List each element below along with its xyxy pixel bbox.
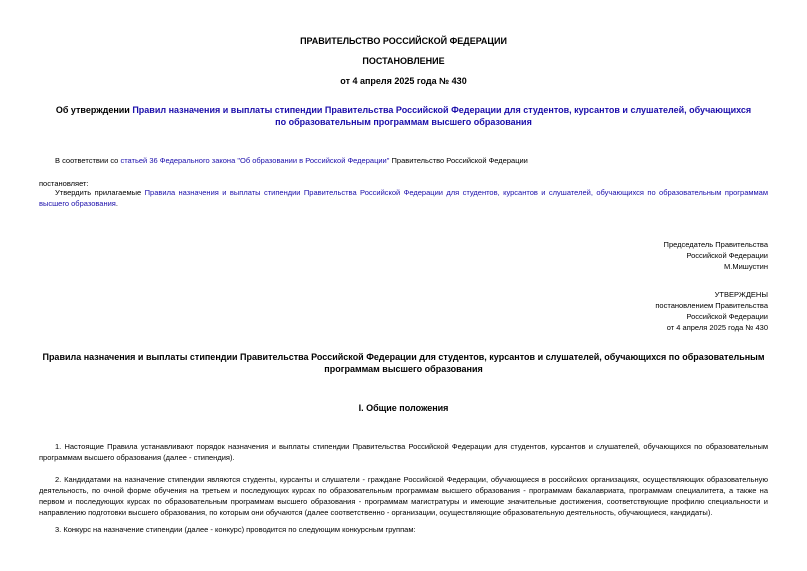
approval-stamp <box>468 289 768 333</box>
signature-authority: Российской Федерации <box>686 251 768 260</box>
approve-prefix: Утвердить прилагаемые <box>55 188 145 197</box>
approve-suffix: . <box>115 199 118 208</box>
approved-rules-link[interactable]: Правила назначения и выплаты стипендии Правительства Российской Федерации для студентов, курсантов и слушателей, обучающихся по образовательным программам высшего образования <box>39 188 769 208</box>
authority-heading: ПРАВИТЕЛЬСТВО РОССИЙСКОЙ ФЕДЕРАЦИИ <box>300 36 507 46</box>
preamble-suffix: Правительство Российской Федерации <box>389 156 528 165</box>
preamble-prefix: В соответствии со <box>55 156 121 165</box>
preamble <box>55 155 768 166</box>
paragraph-3: 3. Конкурс на назначение стипендии (далее - конкурс) проводится по следующим конкурсным группам: <box>55 525 416 534</box>
approve-paragraph <box>39 187 768 209</box>
approval-stamp-date: от 4 апреля 2025 года № 430 <box>666 323 768 332</box>
document-title <box>50 104 757 128</box>
section-title: I. Общие положения <box>358 403 449 413</box>
resolves-text: постановляет: <box>39 179 89 188</box>
signature-name: М.Мишустин <box>724 262 768 271</box>
paragraph-1: 1. Настоящие Правила устанавливают порядок назначения и выплаты стипендии Правительства Российской Федерации для студентов, курсантов и слушателей, обучающихся по образовательным программам высшего образования (далее - стипендия). <box>39 442 768 462</box>
document-title-prefix: Об утверждении <box>55 105 133 115</box>
rules-title: Правила назначения и выплаты стипендии Правительства Российской Федерации для студентов, курсантов и слушателей, обучающихся по образовательным программам высшего образования <box>42 352 765 374</box>
doc-type-heading: ПОСТАНОВЛЕНИЕ <box>362 56 445 66</box>
approval-stamp-line2: постановлением Правительства <box>655 301 768 310</box>
law-article-link[interactable]: статьей 36 Федерального закона "Об образовании в Российской Федерации" <box>120 156 390 165</box>
approval-stamp-line3: Российской Федерации <box>686 312 768 321</box>
paragraph-2: 2. Кандидатами на назначение стипендии являются студенты, курсанты и слушатели - граждане Российской Федерации, обучающиеся в российских организациях, осуществляющих образовательную деятельность, по очной форме обучения на третьем и последующих курсах по образовательным программам высшего образования - программам бакалавриата, программам специалитета, а также на первом и последующих курсах по образовательным программам высшего образования - программам магистратуры и имеющие значительные достижения, соответствующие профилю специальности и направлению подготовки высшего образования, по которым они обучаются (далее соответственно - организации, осуществляющие образовательную деятельность, обучающиеся, кандидаты). <box>39 475 768 517</box>
approval-stamp-heading: УТВЕРЖДЕНЫ <box>714 290 768 299</box>
rules-title-link[interactable]: Правил назначения и выплаты стипендии Правительства Российской Федерации для студентов, курсантов и слушателей, обучающихся по образовательным программам высшего образования <box>132 105 752 127</box>
signature-position: Председатель Правительства <box>663 240 768 249</box>
signature-block <box>468 239 768 272</box>
date-number-heading: от 4 апреля 2025 года № 430 <box>340 76 467 86</box>
